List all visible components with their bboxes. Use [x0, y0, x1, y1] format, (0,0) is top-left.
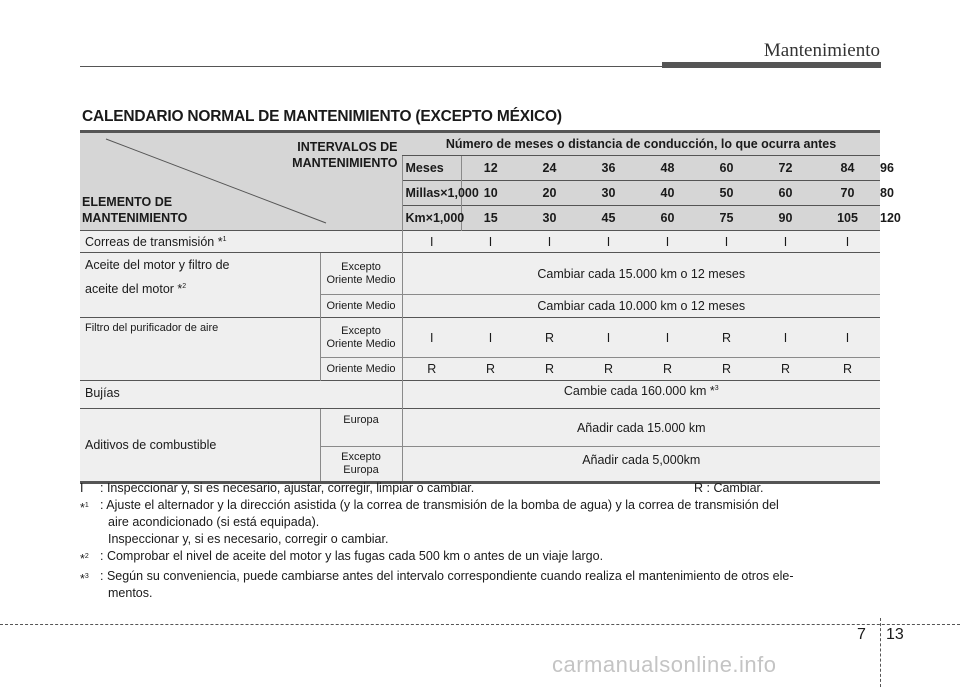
aceite-text-2: Cambiar cada 10.000 km o 12 meses — [402, 295, 880, 318]
table-corner-header — [80, 132, 402, 231]
aditivos-text-2: Añadir cada 5,000km — [402, 447, 880, 483]
aditivos-label: Aditivos de combustible — [80, 409, 320, 483]
note-r: R : Cambiar. — [694, 481, 764, 495]
interval-row-millas: Millas×1,000 10 20 30 40 50 60 70 80 — [80, 181, 880, 206]
note-i: I : Inspeccionar y, si es necesario, ajustar, corregir, limpiar o cambiar. R : Cambiar. — [80, 481, 764, 495]
filtro-sub-oriente: Oriente Medio — [320, 358, 402, 381]
watermark: carmanualsonline.info — [552, 652, 777, 677]
page-header-title: Mantenimiento — [763, 40, 880, 61]
filtro-sub-excepto: Excepto Oriente Medio — [320, 318, 402, 358]
aceite-sub-excepto: Excepto Oriente Medio — [320, 253, 402, 295]
note-1: *$^1$ : Ajuste el alternador y la dirección asistida (y la correa de transmisión de la bomba de agua) y la correa de transmisión del aire acondicionado (si está equipada). Inspeccionar y, si es necesario, corregir o cambiar. — [80, 498, 779, 546]
header-rule — [80, 66, 662, 67]
footer-divider — [880, 618, 881, 687]
aditivos-sub-excepto: Excepto Europa — [320, 447, 402, 483]
corner-element-label: ELEMENTO DE MANTENIMIENTO — [82, 195, 188, 225]
notes — [80, 480, 870, 602]
page-chapter: 7 — [857, 626, 866, 643]
aceite-label: Aceite del motor y filtro de aceite del motor *$^2$ — [80, 253, 320, 318]
bujias-label: Bujías — [80, 381, 402, 409]
corner-intervals-label: INTERVALOS DE MANTENIMIENTO — [292, 140, 398, 170]
row-aditivos-1 — [80, 409, 880, 447]
bujias-text: Cambie cada 160.000 km *$^3$ — [402, 381, 880, 409]
row-bujias — [80, 381, 880, 409]
maintenance-table — [80, 130, 901, 484]
aceite-text-1: Cambiar cada 15.000 km o 12 meses — [402, 253, 880, 295]
note-3: *$^3$ : Según su conveniencia, puede cambiarse antes del intervalo correspondiente cuando realiza el mantenimiento de otros ele- mentos. — [80, 569, 794, 601]
aceite-sub-oriente: Oriente Medio — [320, 295, 402, 318]
aditivos-text-1: Añadir cada 15.000 km — [402, 409, 880, 447]
interval-row-km: Km×1,000 15 30 45 60 75 90 105 120 — [80, 206, 880, 231]
header-rule-thick — [662, 62, 881, 68]
correas-label: Correas de transmisión *$^1$ — [80, 231, 402, 253]
note-2: *$^2$ : Comprobar el nivel de aceite del motor y las fugas cada 500 km o antes de un viaje largo. — [80, 549, 604, 567]
row-correas: Correas de transmisión *$^1$ I I I I I I I I — [80, 231, 880, 253]
page-number: 13 — [886, 626, 904, 643]
row-aceite-1 — [80, 253, 880, 295]
filtro-label: Filtro del purificador de aire — [80, 318, 320, 381]
row-filtro-2: Oriente Medio R R R R R R R R — [80, 358, 880, 381]
span-header: Número de meses o distancia de conducción, lo que ocurra antes — [402, 132, 880, 156]
interval-row-meses: Meses 12 24 36 48 60 72 84 96 — [80, 156, 880, 181]
row-filtro-1: Filtro del purificador de aire Excepto Oriente Medio I I R I I R I I — [80, 318, 880, 358]
footer-rule — [0, 624, 960, 625]
aditivos-sub-europa: Europa — [320, 409, 402, 447]
section-title: CALENDARIO NORMAL DE MANTENIMIENTO (EXCEPTO MÉXICO) — [82, 108, 562, 125]
